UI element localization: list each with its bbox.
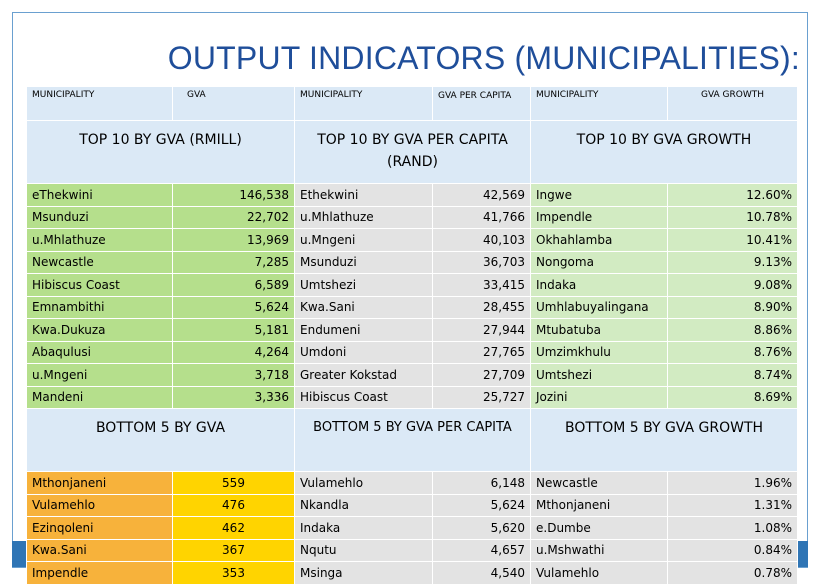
- municipality-cell: Newcastle: [531, 472, 668, 495]
- municipality-cell: Umtshezi: [295, 274, 433, 297]
- municipality-cell: Umzimkhulu: [531, 341, 668, 364]
- gva-cell: 5,624: [173, 296, 295, 319]
- municipality-cell: Okhahlamba: [531, 229, 668, 252]
- gva-growth-cell: 9.08%: [668, 274, 798, 297]
- municipality-cell: Greater Kokstad: [295, 364, 433, 387]
- bottom-section-row: [27, 409, 798, 472]
- gva-growth-cell: 8.86%: [668, 319, 798, 342]
- municipality-cell: Emnambithi: [27, 296, 173, 319]
- municipality-cell: Indaka: [295, 517, 433, 540]
- gva-per-capita-cell: 40,103: [433, 229, 531, 252]
- municipality-cell: Vulamehlo: [531, 562, 668, 585]
- gva-growth-cell: 0.78%: [668, 562, 798, 585]
- table-row: [27, 319, 798, 342]
- municipality-cell: Mthonjaneni: [27, 472, 173, 495]
- table-row: [27, 206, 798, 229]
- municipality-cell: Impendle: [27, 562, 173, 585]
- header-municipality: MUNICIPALITY: [27, 87, 173, 121]
- municipality-cell: Umdoni: [295, 341, 433, 364]
- municipality-cell: u.Mhlathuze: [295, 206, 433, 229]
- header-gva: GVA: [173, 87, 295, 121]
- gva-growth-cell: 1.31%: [668, 494, 798, 517]
- municipality-cell: Msunduzi: [295, 251, 433, 274]
- municipality-cell: Mtubatuba: [531, 319, 668, 342]
- municipality-cell: Ezinqoleni: [27, 517, 173, 540]
- gva-cell: 146,538: [173, 184, 295, 207]
- gva-cell: 353: [173, 562, 295, 585]
- gva-cell: 3,336: [173, 386, 295, 409]
- gva-per-capita-cell: 4,657: [433, 539, 531, 562]
- table-row: [27, 341, 798, 364]
- municipality-cell: Indaka: [531, 274, 668, 297]
- gva-growth-cell: 8.74%: [668, 364, 798, 387]
- gva-per-capita-cell: 41,766: [433, 206, 531, 229]
- gva-cell: 4,264: [173, 341, 295, 364]
- gva-per-capita-cell: 5,624: [433, 494, 531, 517]
- gva-cell: 3,718: [173, 364, 295, 387]
- table-row: [27, 274, 798, 297]
- gva-per-capita-cell: 36,703: [433, 251, 531, 274]
- gva-per-capita-cell: 27,709: [433, 364, 531, 387]
- municipality-cell: Mthonjaneni: [531, 494, 668, 517]
- top-section-row: [27, 121, 798, 184]
- municipality-cell: Kwa.Sani: [27, 539, 173, 562]
- municipality-cell: u.Mshwathi: [531, 539, 668, 562]
- gva-cell: 13,969: [173, 229, 295, 252]
- gva-per-capita-cell: 4,540: [433, 562, 531, 585]
- gva-growth-cell: 8.69%: [668, 386, 798, 409]
- table-row: [27, 386, 798, 409]
- gva-growth-cell: 12.60%: [668, 184, 798, 207]
- table-row: [27, 517, 798, 540]
- table-row: [27, 251, 798, 274]
- table-row: [27, 364, 798, 387]
- municipality-cell: Umtshezi: [531, 364, 668, 387]
- table-row: [27, 229, 798, 252]
- table-row: [27, 296, 798, 319]
- municipality-cell: Mandeni: [27, 386, 173, 409]
- gva-cell: 7,285: [173, 251, 295, 274]
- gva-per-capita-cell: 33,415: [433, 274, 531, 297]
- gva-growth-cell: 9.13%: [668, 251, 798, 274]
- municipality-cell: Kwa.Dukuza: [27, 319, 173, 342]
- gva-growth-cell: 1.96%: [668, 472, 798, 495]
- municipality-cell: Msinga: [295, 562, 433, 585]
- municipality-cell: Ingwe: [531, 184, 668, 207]
- gva-cell: 462: [173, 517, 295, 540]
- section-title: TOP 10 BY GVA PER CAPITA (RAND): [295, 121, 531, 184]
- gva-growth-cell: 10.41%: [668, 229, 798, 252]
- section-title: TOP 10 BY GVA (RMILL): [27, 121, 295, 184]
- gva-cell: 6,589: [173, 274, 295, 297]
- table-row: [27, 494, 798, 517]
- municipality-cell: Impendle: [531, 206, 668, 229]
- gva-growth-cell: 10.78%: [668, 206, 798, 229]
- header-gva-per-capita: GVA PER CAPITA: [433, 87, 531, 121]
- municipality-cell: u.Mhlathuze: [27, 229, 173, 252]
- header-gva-growth: GVA GROWTH: [668, 87, 798, 121]
- gva-cell: 559: [173, 472, 295, 495]
- municipality-cell: e.Dumbe: [531, 517, 668, 540]
- gva-cell: 476: [173, 494, 295, 517]
- municipality-cell: Nongoma: [531, 251, 668, 274]
- gva-cell: 5,181: [173, 319, 295, 342]
- gva-cell: 367: [173, 539, 295, 562]
- municipality-cell: Abaqulusi: [27, 341, 173, 364]
- municipality-cell: Hibiscus Coast: [27, 274, 173, 297]
- gva-per-capita-cell: 27,944: [433, 319, 531, 342]
- gva-per-capita-cell: 5,620: [433, 517, 531, 540]
- municipality-cell: Jozini: [531, 386, 668, 409]
- municipality-cell: Ethekwini: [295, 184, 433, 207]
- section-title: BOTTOM 5 BY GVA PER CAPITA: [295, 409, 531, 472]
- municipality-cell: u.Mngeni: [295, 229, 433, 252]
- municipality-cell: Vulamehlo: [295, 472, 433, 495]
- gva-per-capita-cell: 25,727: [433, 386, 531, 409]
- municipality-cell: Vulamehlo: [27, 494, 173, 517]
- section-title: TOP 10 BY GVA GROWTH: [531, 121, 798, 184]
- municipality-cell: eThekwini: [27, 184, 173, 207]
- municipality-cell: Endumeni: [295, 319, 433, 342]
- table-row: [27, 472, 798, 495]
- indicators-table: [26, 86, 798, 585]
- gva-per-capita-cell: 27,765: [433, 341, 531, 364]
- municipality-cell: Umhlabuyalingana: [531, 296, 668, 319]
- table-row: [27, 539, 798, 562]
- gva-growth-cell: 8.90%: [668, 296, 798, 319]
- municipality-cell: Msunduzi: [27, 206, 173, 229]
- header-municipality: MUNICIPALITY: [531, 87, 668, 121]
- gva-growth-cell: 8.76%: [668, 341, 798, 364]
- gva-growth-cell: 1.08%: [668, 517, 798, 540]
- municipality-cell: Kwa.Sani: [295, 296, 433, 319]
- page-title: OUTPUT INDICATORS (MUNICIPALITIES):: [167, 40, 800, 76]
- gva-growth-cell: 0.84%: [668, 539, 798, 562]
- gva-per-capita-cell: 6,148: [433, 472, 531, 495]
- section-title: BOTTOM 5 BY GVA GROWTH: [531, 409, 798, 472]
- municipality-cell: u.Mngeni: [27, 364, 173, 387]
- section-title: BOTTOM 5 BY GVA: [27, 409, 295, 472]
- header-row: [27, 87, 798, 121]
- municipality-cell: Newcastle: [27, 251, 173, 274]
- header-municipality: MUNICIPALITY: [295, 87, 433, 121]
- municipality-cell: Nkandla: [295, 494, 433, 517]
- gva-per-capita-cell: 28,455: [433, 296, 531, 319]
- table-row: [27, 184, 798, 207]
- gva-per-capita-cell: 42,569: [433, 184, 531, 207]
- municipality-cell: Hibiscus Coast: [295, 386, 433, 409]
- gva-cell: 22,702: [173, 206, 295, 229]
- municipality-cell: Nqutu: [295, 539, 433, 562]
